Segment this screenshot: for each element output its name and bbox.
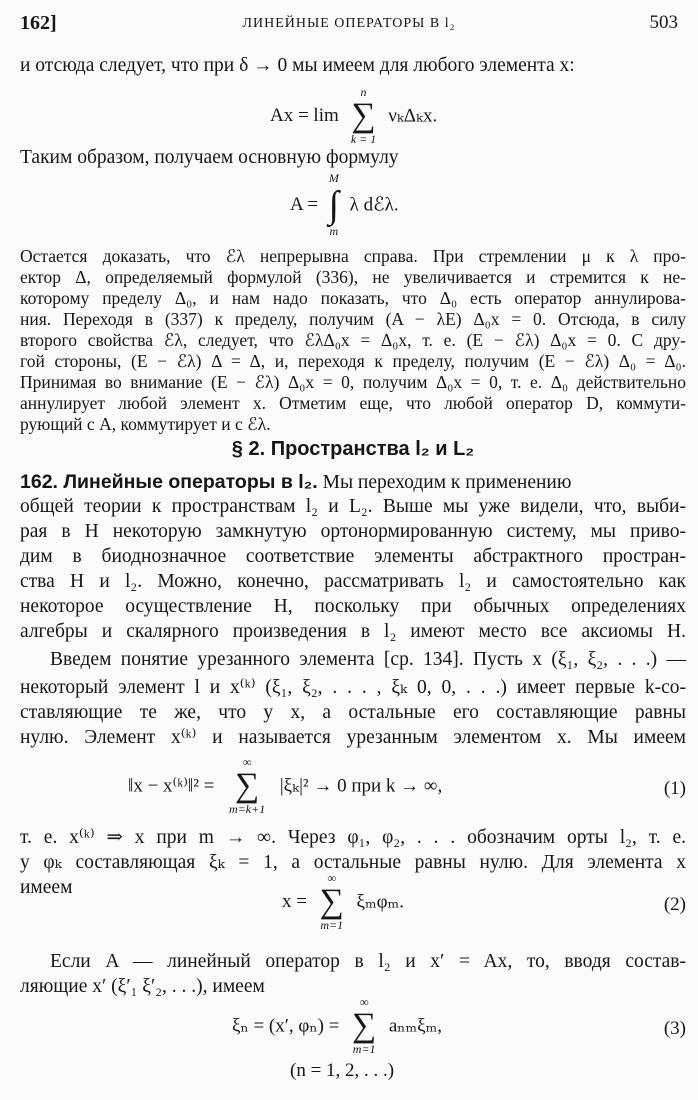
equation-number: (3) bbox=[663, 1018, 686, 1039]
page-number: 503 bbox=[649, 12, 678, 33]
running-title: ЛИНЕЙНЫЕ ОПЕРАТОРЫ В l₂ bbox=[242, 16, 456, 31]
eq-lhs: Ax = lim bbox=[270, 105, 339, 126]
text-line: ства H и l₂. Можно, конечно, рассматривать l₂ и самостоятельно как bbox=[20, 571, 686, 592]
equation-spectral-integral bbox=[20, 172, 686, 242]
text-line: нулю. Элемент x⁽ᵏ⁾ и называется урезанным элементом x. Мы имеем bbox=[20, 727, 686, 748]
eq-rhs: ξₘφₘ. bbox=[356, 891, 404, 913]
eq-lhs: x = bbox=[282, 891, 307, 912]
text-line: у φₖ составляющая ξₖ = 1, а остальные равны нулю. Для элемента x bbox=[20, 852, 686, 873]
sum-upper-limit: n bbox=[360, 85, 367, 99]
text-line: второго свойства ℰλ, следует, что ℰλΔ₀x = Δ₀x, т. е. (E − ℰλ) Δ₀x = 0. С дру- bbox=[20, 330, 686, 350]
text-run: Мы переходим к применению bbox=[317, 472, 572, 493]
text-line: Принимая во внимание (E − ℰλ) Δ₀x = 0, получим Δ₀x = 0, т. е. Δ₀ действительно bbox=[20, 372, 686, 392]
eq-lhs: A = bbox=[290, 194, 319, 215]
text-line: ляющие x′ (ξ′₁ ξ′₂, . . .), имеем bbox=[20, 976, 265, 997]
text-line: т. е. x⁽ᵏ⁾ ⇒ x при m → ∞. Через φ₁, φ₂, . . . обозначим орты l₂, т. е. bbox=[20, 827, 686, 848]
eq-lhs: ‖x − x⁽ᵏ⁾‖² = bbox=[128, 775, 215, 797]
paragraph-start bbox=[20, 470, 686, 495]
sum-lower-limit: m=1 bbox=[352, 1042, 376, 1056]
sum-upper-limit: ∞ bbox=[242, 755, 252, 769]
equation-3 bbox=[20, 996, 686, 1088]
text-line: имеем bbox=[20, 877, 73, 898]
sigma-symbol: ∑ bbox=[351, 97, 376, 134]
text-line: дим в биоднозначное соответствие элементы абстрактного простран- bbox=[20, 546, 686, 567]
equation-limit-sum bbox=[20, 85, 686, 146]
text-line: некоторое осуществление H, поскольку при обычных определениях bbox=[20, 596, 686, 617]
text-line: ния. Переходя в (337) к пределу, получим (A − λE) Δ₀x = 0. Отсюда, в силу bbox=[20, 309, 686, 329]
equation-1 bbox=[20, 746, 686, 832]
index-range-note: (n = 1, 2, . . .) bbox=[290, 1060, 395, 1081]
sigma-symbol: ∑ bbox=[319, 883, 344, 920]
subsection-heading: 162. Линейные операторы в l₂. bbox=[20, 471, 318, 493]
text-line: Введем понятие урезанного элемента [ср. 134]. Пусть x (ξ₁, ξ₂, . . .) — bbox=[50, 649, 686, 670]
eq-rhs: λ dℰλ. bbox=[349, 194, 399, 216]
text-line: ставляющие те же, что у x, а остальные его составляющие равны bbox=[20, 702, 686, 723]
text-line: аннулирует любой элемент x. Отметим еще, что любой оператор D, коммути- bbox=[20, 393, 686, 413]
eq-rhs: νₖΔₖx. bbox=[388, 105, 438, 127]
text-line: общей теории к пространствам l₂ и L₂. Выше мы уже видели, что, выби- bbox=[20, 496, 686, 517]
sum-sign bbox=[312, 872, 352, 932]
section-number: 162] bbox=[20, 12, 57, 34]
text-line: рующий с A, коммутирует и с ℰλ. bbox=[20, 414, 271, 434]
sum-upper-limit: ∞ bbox=[359, 995, 369, 1009]
text-line: Если A — линейный оператор в l₂ и x′ = Ax, то, вводя состав- bbox=[50, 951, 686, 972]
text-line: которому пределу Δ₀, и нам надо показать, что Δ₀ есть оператор аннулирова- bbox=[20, 288, 686, 308]
text-line: некоторый элемент l и x⁽ᵏ⁾ (ξ₁, ξ₂, . . . , ξₖ 0, 0, . . .) имеет первые k-со- bbox=[20, 677, 686, 698]
integral-lower-limit: m bbox=[329, 224, 339, 238]
eq-lhs: ξₙ = (x′, φₙ) = bbox=[232, 1015, 340, 1037]
equation-2 bbox=[20, 872, 686, 942]
text-line: ектор Δ, определяемый формулой (336), не увеличивается и стремится к не- bbox=[20, 267, 686, 287]
text-line: гой стороны, (E − ℰλ) Δ = Δ, и, переходя к пределу, получим (E − ℰλ) Δ₀ = Δ₀. bbox=[20, 351, 686, 371]
equation-number: (1) bbox=[663, 778, 686, 799]
text-line: Таким образом, получаем основную формулу bbox=[20, 147, 399, 168]
sum-sign bbox=[344, 86, 384, 146]
sum-sign bbox=[344, 996, 384, 1056]
integral-sign bbox=[323, 172, 345, 238]
sigma-symbol: ∑ bbox=[352, 1007, 377, 1044]
page-header bbox=[20, 12, 678, 38]
text-line: алгебры и скалярного произведения в l₂ имеют место все аксиомы H. bbox=[20, 621, 686, 642]
text-line: и отсюда следует, что при δ → 0 мы имеем для любого элемента x: bbox=[20, 55, 575, 76]
sigma-symbol: ∑ bbox=[235, 767, 260, 804]
equation-number: (2) bbox=[663, 894, 686, 915]
text-line: рая в H некоторую замкнутую ортонормированную систему, мы приво- bbox=[20, 521, 686, 542]
sum-lower-limit: m=k+1 bbox=[229, 802, 266, 816]
integral-symbol: ∫ bbox=[328, 184, 340, 226]
section-heading: § 2. Пространства l₂ и L₂ bbox=[231, 438, 475, 460]
sum-upper-limit: ∞ bbox=[327, 871, 336, 885]
sum-lower-limit: k = 1 bbox=[350, 132, 377, 146]
text-line: Остается доказать, что ℰλ непрерывна справа. При стремлении μ к λ про- bbox=[20, 246, 686, 266]
eq-rhs: |ξₖ|² → 0 при k → ∞, bbox=[279, 775, 443, 797]
eq-rhs: aₙₘξₘ, bbox=[388, 1015, 443, 1037]
sum-lower-limit: m=1 bbox=[320, 918, 344, 932]
integral-upper-limit: M bbox=[328, 171, 339, 185]
sum-sign bbox=[219, 756, 275, 816]
